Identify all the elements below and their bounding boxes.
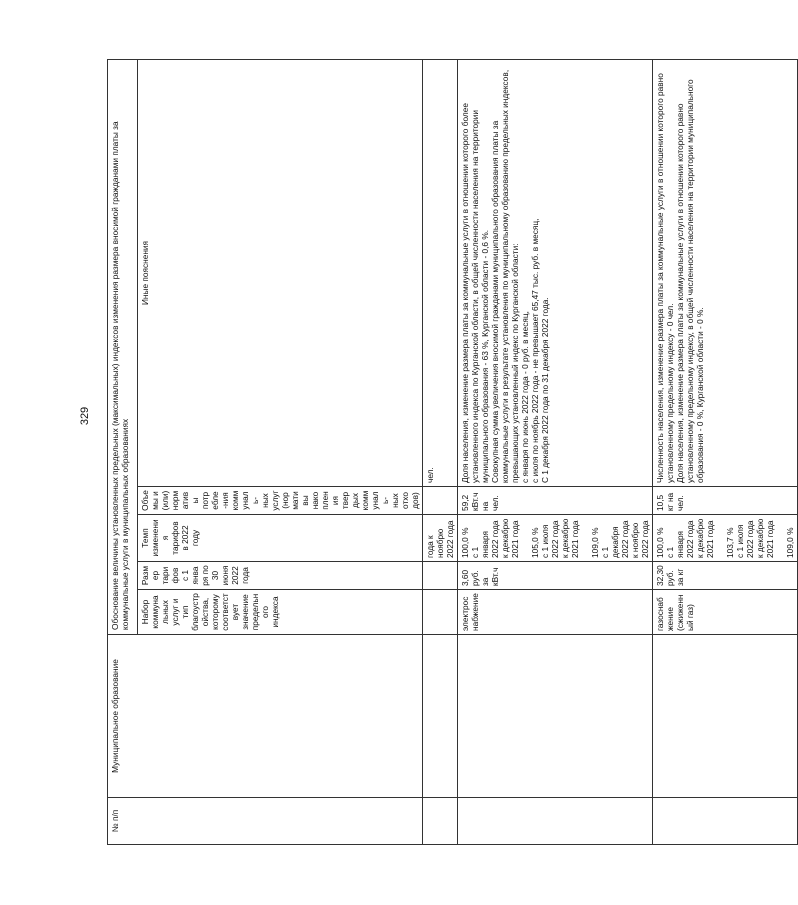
cell-municipality — [653, 635, 798, 798]
header-municipality: Муниципальное образование — [108, 635, 423, 798]
table-row — [423, 60, 458, 845]
header-tariff-rate: Темп изменения тарифов в 2022 году — [138, 515, 423, 562]
table-row — [653, 60, 798, 845]
cell-no — [423, 798, 458, 845]
cell-notes: Численность населения, изменение размера платы за коммунальные услуги в отношении которого равно установленному предельному индексу - 0 чел. Доля населения, изменение размера платы за коммунальные услуги в отношении которого равно установленному предельному индексу, в общей численности населения на территории муниципального образования - 0 %, Курганской области - 0 %. — [653, 60, 798, 487]
cell-volumes: 59,2 кВт.ч на чел. — [458, 487, 653, 515]
justification-table — [107, 59, 798, 845]
cell-tariff-size — [423, 562, 458, 590]
rotated-table-sheet — [107, 60, 795, 845]
page-number: 329 — [79, 406, 92, 426]
cell-service-set: электроснабжение — [458, 590, 653, 635]
header-service-set: Набор коммунальных услуг и тип благоустройства, которому соответствует значение предельного индекса — [138, 590, 423, 635]
cell-volumes — [423, 487, 458, 515]
cell-tariff-size: 3,60 руб. за кВт.ч — [458, 562, 653, 590]
cell-municipality — [423, 635, 458, 798]
header-tariff-size: Размер тарифов с 1 января по 30 июня 2022 года — [138, 562, 423, 590]
table-row — [458, 60, 653, 845]
header-group-title: Обоснование величины установленных предельных (максимальных) индексов изменения размера вносимой гражданами платы за коммунальные услуги в муниципальных образованиях — [108, 60, 138, 635]
cell-tariff-rate: 100,0 % с 1 января 2022 года к декабрю 2021 года 105,0 % с 1 июля 2022 года к декабрю 2021 года 109,0 % с 1 декабря 2022 года к ноябрю 2022 года — [458, 515, 653, 562]
cell-notes: Доля населения, изменение размера платы за коммунальные услуги в отношении которого более установленного индекса по Курганской области, в общей численности населения на территории муниципального образования - 63 %, Курганской области - 0,6 %. Совокупная сумма увеличения вносимой гражданами муниципального образования платы за коммунальные услуги в результате установления по муниципальному образованию предельных индексов, превышающих установленный индекс по Курганской области: с января по июнь 2022 года - 0 руб. в месяц, с июля по ноябрь 2022 года - не превышает 65,47 тыс. руб. в месяц, С 1 декабря 2022 года по 31 декабря 2022 года. — [458, 60, 653, 487]
header-notes: Иные пояснения — [138, 60, 423, 487]
cell-no — [653, 798, 798, 845]
cell-tariff-rate: 100,0 % с 1 января 2022 года к декабрю 2021 года 103,7 % с 1 июля 2022 года к декабрю 2021 года 109,0 % — [653, 515, 798, 562]
header-volumes: Объемы и (или) нормативы потребле-ния коммуналь-ных услуг (нормативы накопления твердых коммуналь-ных отходов) — [138, 487, 423, 515]
cell-municipality — [458, 635, 653, 798]
cell-service-set: газоснабжение (сжиженный газ) — [653, 590, 798, 635]
cell-tariff-rate: года к ноябрю 2022 года — [423, 515, 458, 562]
header-no: № п/п — [108, 798, 423, 845]
cell-volumes: 10,5 кг на чел. — [653, 487, 798, 515]
cell-no — [458, 798, 653, 845]
cell-service-set — [423, 590, 458, 635]
cell-notes: чел. — [423, 60, 458, 487]
cell-tariff-size: 32,30 руб. за кг — [653, 562, 798, 590]
